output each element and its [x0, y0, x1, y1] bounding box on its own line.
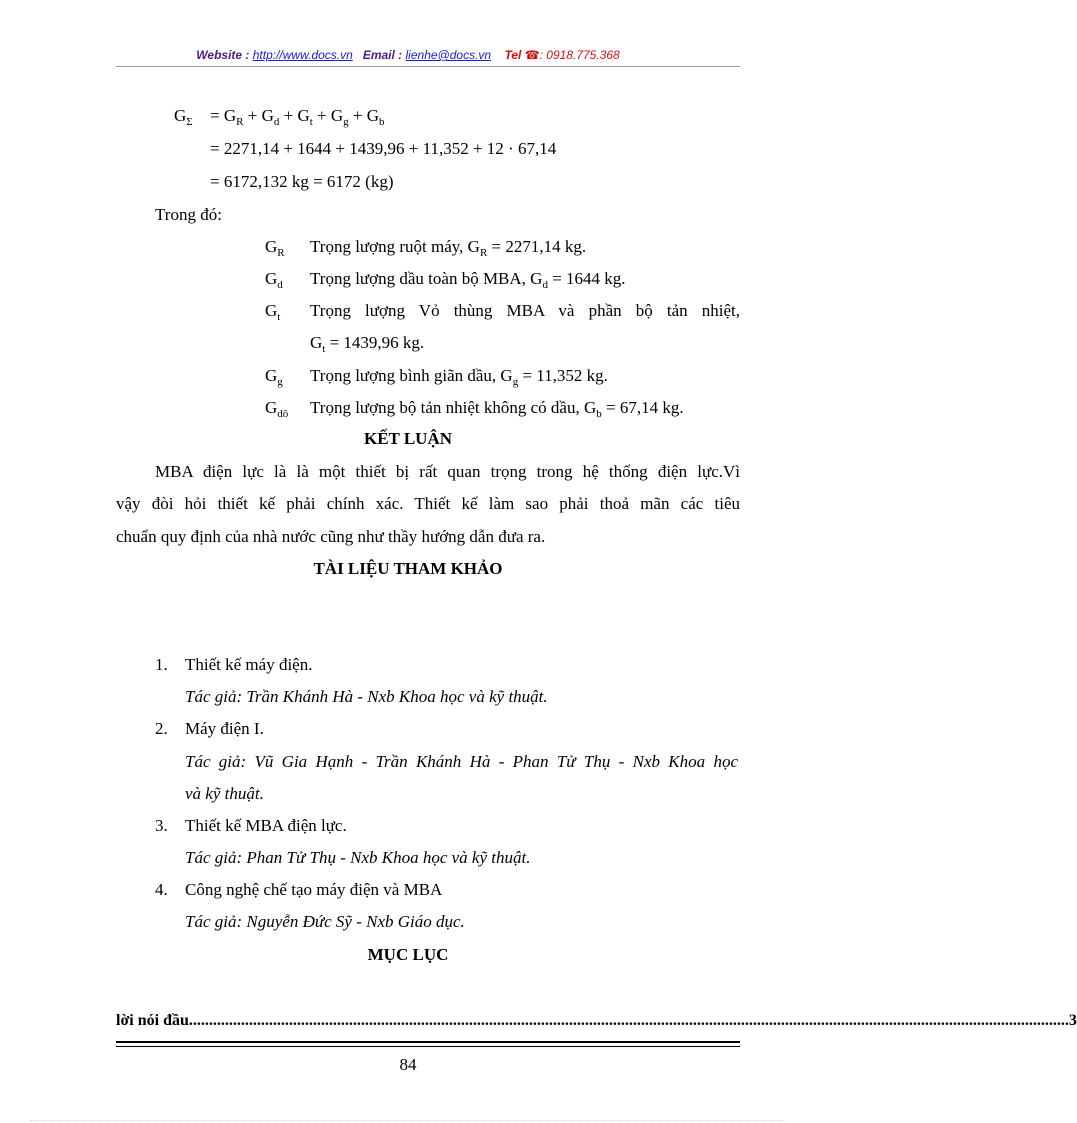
references-title: TÀI LIỆU THAM KHẢO	[313, 559, 503, 578]
reference-authors-cont: và kỹ thuật.	[185, 784, 264, 803]
reference-number: 2.	[155, 719, 168, 738]
reference-authors: Tác giả: Nguyễn Đức Sỹ - Nxb Giáo dục.	[185, 912, 465, 931]
email-link[interactable]: lienhe@docs.vn	[405, 48, 492, 62]
reference-authors: Tác giả: Phan Tử Thụ - Nxb Khoa học và kỹ thuật.	[185, 848, 531, 867]
reference-number: 1.	[155, 655, 168, 674]
reference-title: Thiết kế MBA điện lực.	[185, 816, 347, 835]
definition-symbol: $G_t$	[265, 301, 281, 323]
formula-line-2: = 2271,14 + 1644 + 1439,96 + 11,352 + 12 · 67,14	[210, 139, 557, 158]
phone-icon: ☎	[524, 48, 540, 62]
definition-text: Trọng lượng dầu toàn bộ MBA, $G_d = 1644$ kg.	[310, 269, 626, 291]
definition-symbol: $G_{dô}$	[265, 398, 289, 420]
formula-line-3: = 6172,132 kg = 6172 (kg)	[210, 172, 394, 191]
conclusion-title: KẾT LUẬN	[363, 429, 452, 448]
where-label: Trong đó:	[155, 205, 222, 224]
definition-text: Trọng lượng Vỏ thùng MBA và phần bộ tản nhiệt,	[310, 301, 740, 320]
conclusion-line: MBA điện lực là là một thiết bị rất quan trọng trong hệ thống điện lực.Vì	[155, 462, 740, 481]
reference-title: Công nghệ chế tạo máy điện và MBA	[185, 880, 443, 899]
phone-number: : 0918.775.368	[539, 48, 620, 62]
toc-title: MỤC LỤC	[367, 945, 449, 964]
page-header	[0, 48, 816, 62]
website-link[interactable]: http://www.docs.vn	[252, 48, 353, 62]
reference-authors: Tác giả: Trần Khánh Hà - Nxb Khoa học và kỹ thuật.	[185, 687, 548, 706]
reference-number: 4.	[155, 880, 168, 899]
footer-rule	[116, 1041, 740, 1043]
definition-text: Trọng lượng ruột máy, $G_R = 2271,14$ kg.	[310, 237, 587, 259]
definition-text: Trọng lượng bình giãn dầu, $G_g = 11,352$ kg.	[310, 366, 608, 388]
website-label: Website :	[196, 48, 250, 62]
definition-text: Trọng lượng bộ tản nhiệt không có dầu, $G_b = 67,14$ kg.	[310, 398, 684, 420]
reference-number: 3.	[155, 816, 168, 835]
definition-symbol: $G_g$	[265, 366, 283, 388]
definition-symbol: $G_d$	[265, 269, 283, 291]
email-label: Email :	[362, 48, 403, 62]
toc-leader-dots: ............................................................................................................................................................................................................................	[188, 1012, 1069, 1029]
conclusion-line: vậy đòi hỏi thiết kế phải chính xác. Thiết kế làm sao phải thoả mãn các tiêu	[116, 494, 740, 513]
page-boundary	[30, 1120, 786, 1121]
header-rule	[116, 66, 740, 67]
toc-entry[interactable]	[116, 1012, 1077, 1030]
definition-text-cont: $G_t = 1439,96$ kg.	[310, 333, 425, 355]
page-number: 84	[399, 1055, 417, 1074]
toc-entry-page: 3	[1068, 1012, 1077, 1029]
formula-lhs: $G_\Sigma$	[174, 106, 193, 128]
reference-title: Thiết kế máy điện.	[185, 655, 313, 674]
reference-authors: Tác giả: Vũ Gia Hạnh - Trần Khánh Hà - Phan Tử Thụ - Nxb Khoa học	[185, 752, 738, 771]
tel-label: Tel	[504, 48, 522, 62]
toc-entry-label: lời nói đầu	[116, 1012, 189, 1029]
reference-title: Máy điện I.	[185, 719, 264, 738]
conclusion-line: chuẩn quy định của nhà nước cũng như thầy hướng dẫn đưa ra.	[116, 527, 546, 546]
definition-symbol: $G_R$	[265, 237, 285, 259]
footer-rule-thin	[116, 1046, 740, 1047]
formula-line-1: = $G_R + G_d + G_t + G_g + G_b$	[210, 106, 385, 128]
